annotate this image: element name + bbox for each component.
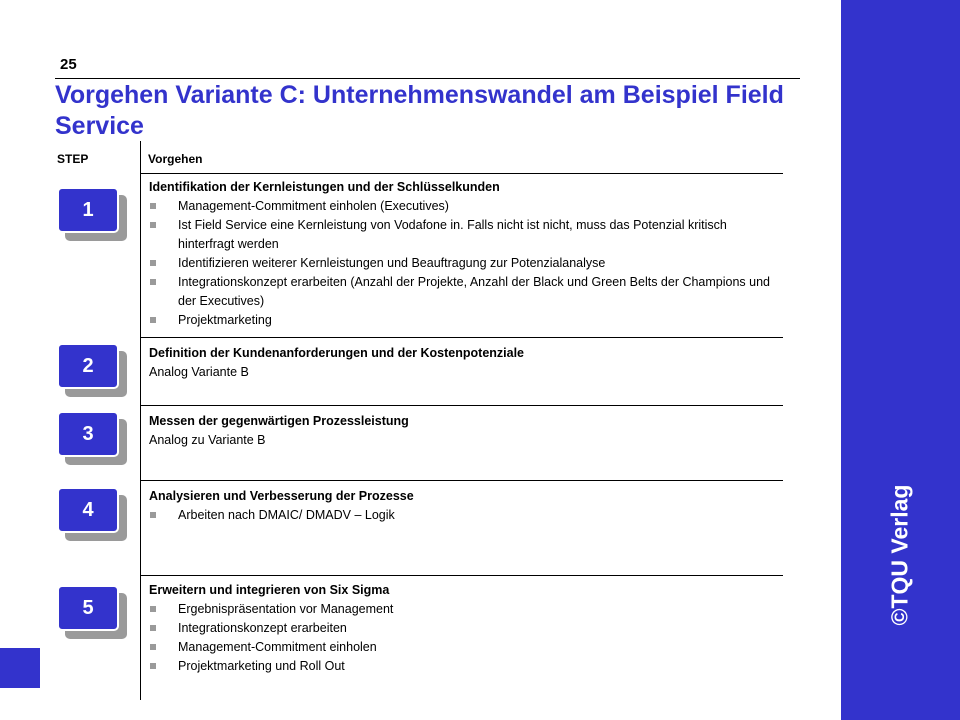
step-number: 5	[57, 585, 119, 631]
list-item: Projektmarketing und Roll Out	[149, 657, 774, 676]
table-header-divider	[141, 173, 783, 174]
corner-accent-box	[0, 648, 40, 688]
step-text: Analog zu Variante B	[149, 433, 266, 447]
list-item: Projektmarketing	[149, 311, 774, 330]
step-bullet-list	[149, 506, 774, 525]
step-2-content	[149, 344, 774, 382]
page-number: 25	[60, 56, 77, 73]
step-heading: Erweitern und integrieren von Six Sigma	[149, 583, 390, 597]
step-1-content	[149, 178, 774, 330]
step-heading: Definition der Kundenanforderungen und der Kostenpotenziale	[149, 346, 525, 360]
step-text: Analog Variante B	[149, 365, 249, 379]
step-number: 3	[57, 411, 119, 457]
list-item: Ergebnispräsentation vor Management	[149, 600, 774, 619]
step-number: 2	[57, 343, 119, 389]
step-2-badge	[57, 343, 127, 397]
row-divider	[141, 575, 783, 576]
row-divider	[141, 480, 783, 481]
step-number: 1	[57, 187, 119, 233]
slide-title: Vorgehen Variante C: Unternehmenswandel am Beispiel Field Service	[55, 81, 784, 140]
step-bullet-list	[149, 197, 774, 330]
column-header-vorgehen: Vorgehen	[148, 152, 203, 166]
step-3-content	[149, 412, 774, 450]
step-bullet-list	[149, 600, 774, 676]
step-5-badge	[57, 585, 127, 639]
row-divider	[141, 337, 783, 338]
step-heading: Messen der gegenwärtigen Prozessleistung	[149, 414, 409, 428]
table-vertical-divider	[140, 141, 141, 700]
copyright-label: ©TQU Verlag	[886, 484, 913, 626]
step-3-badge	[57, 411, 127, 465]
list-item: Integrationskonzept erarbeiten (Anzahl der Projekte, Anzahl der Black und Green Belts der Champions und der Executives)	[149, 273, 774, 311]
list-item: Management-Commitment einholen	[149, 638, 774, 657]
list-item: Arbeiten nach DMAIC/ DMADV – Logik	[149, 506, 774, 525]
step-heading: Analysieren und Verbesserung der Prozesse	[149, 489, 414, 503]
step-number: 4	[57, 487, 119, 533]
column-header-step: STEP	[57, 152, 89, 166]
list-item: Ist Field Service eine Kernleistung von Vodafone in. Falls nicht ist nicht, muss das Potenzial kritisch hinterfragt werden	[149, 216, 774, 254]
header-divider	[55, 78, 800, 79]
step-5-content	[149, 581, 774, 676]
step-1-badge	[57, 187, 127, 241]
step-4-badge	[57, 487, 127, 541]
step-heading: Identifikation der Kernleistungen und der Schlüsselkunden	[149, 180, 500, 194]
list-item: Management-Commitment einholen (Executives)	[149, 197, 774, 216]
list-item: Identifizieren weiterer Kernleistungen und Beauftragung zur Potenzialanalyse	[149, 254, 774, 273]
row-divider	[141, 405, 783, 406]
step-4-content	[149, 487, 774, 525]
list-item: Integrationskonzept erarbeiten	[149, 619, 774, 638]
